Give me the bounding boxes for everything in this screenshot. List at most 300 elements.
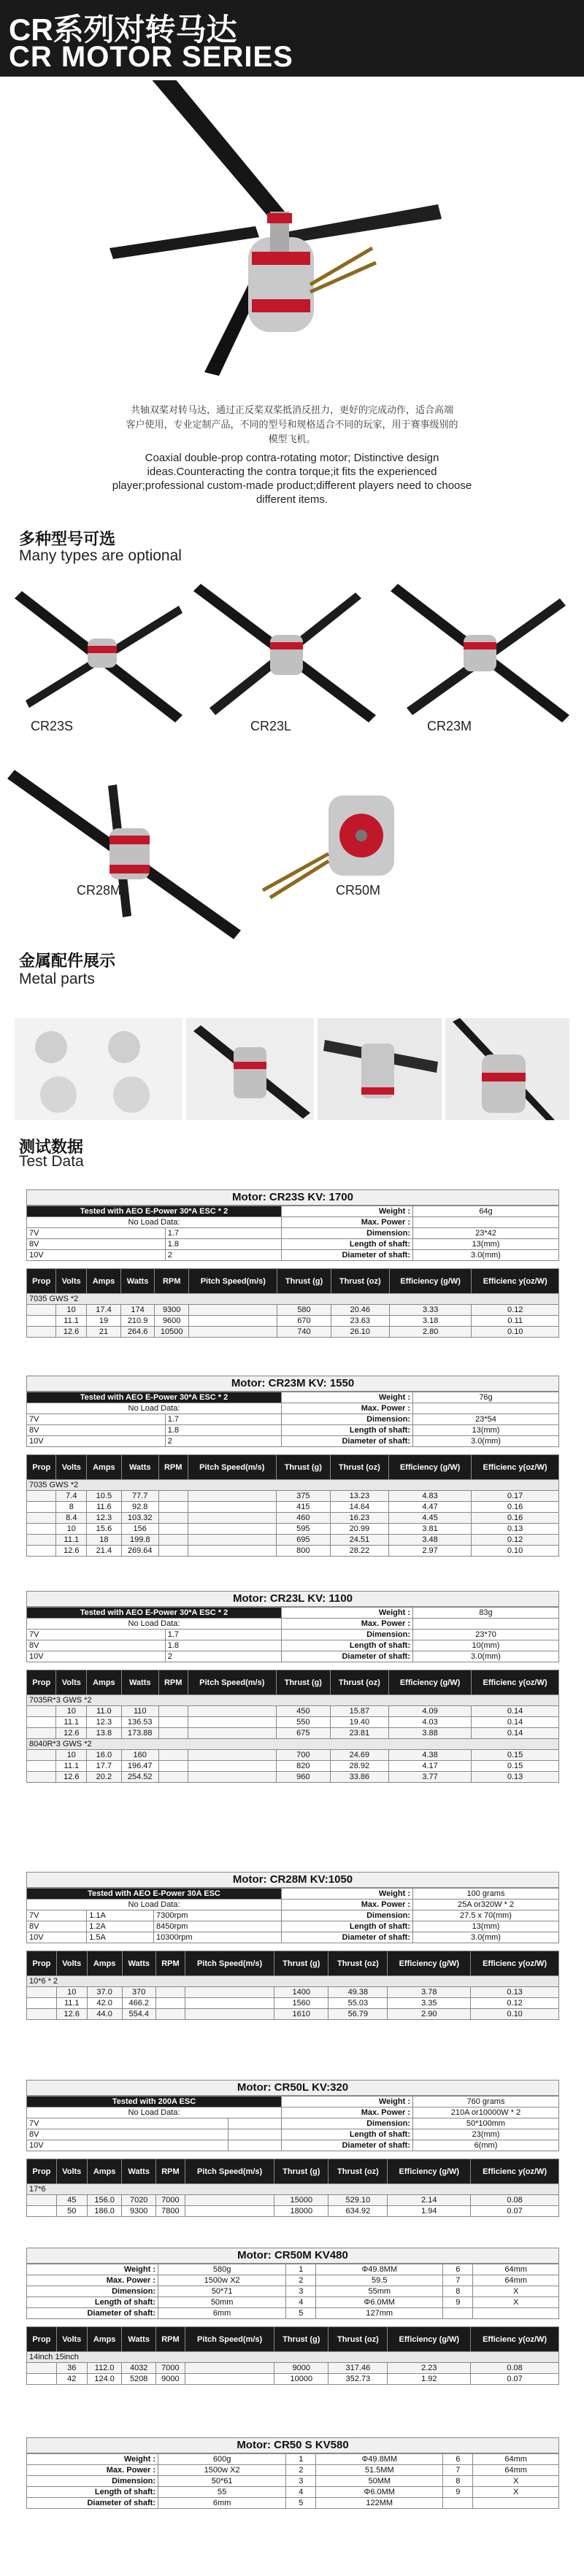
spec-cell: 7 — [443, 2275, 473, 2286]
table-cell — [188, 1750, 276, 1761]
spec-cell: 1 — [286, 2454, 316, 2465]
table-cell: 317.46 — [328, 2363, 388, 2374]
table-cell: 11.0 — [87, 1706, 121, 1717]
table-cell — [188, 1502, 276, 1513]
table-cell: 19 — [86, 1316, 120, 1327]
spec-cell: 1.7 — [165, 1228, 281, 1239]
prop-cell — [27, 2009, 57, 2020]
column-header: Efficiency (g/W) — [388, 2159, 471, 2184]
spec-label: Length of shaft: — [282, 1425, 413, 1436]
table-cell: 16.23 — [330, 1513, 389, 1524]
table-cell: 2.97 — [389, 1546, 472, 1557]
table-cell: 156.0 — [87, 2195, 122, 2206]
spec-cell: 1.8 — [165, 1425, 281, 1436]
table-cell: 28.92 — [330, 1761, 389, 1772]
spec-value: 6(mm) — [413, 2140, 559, 2151]
table-cell — [158, 1706, 188, 1717]
spec-label: Weight : — [282, 1889, 413, 1900]
spec-label: Max. Power : — [282, 1619, 413, 1630]
table-cell: 21.4 — [87, 1546, 121, 1557]
spec-value: 13(mm) — [413, 1239, 559, 1250]
table-cell: 2.90 — [388, 2009, 471, 2020]
column-header: Pitch Speed(m/s) — [189, 1269, 277, 1294]
table-cell: 4.45 — [389, 1513, 472, 1524]
table-cell: 7020 — [122, 2195, 155, 2206]
spec-row — [27, 1239, 559, 1250]
table-cell: 0.10 — [472, 1327, 559, 1338]
table-cell: 3.77 — [389, 1772, 472, 1783]
spec-label: Weight : — [282, 1608, 413, 1619]
spec-row — [27, 1425, 559, 1436]
spec-row — [27, 1640, 559, 1651]
spec-cell: Tested with 200A ESC — [27, 2097, 282, 2108]
prop-cell — [27, 2374, 57, 2385]
motor-block-cr50l — [26, 2080, 559, 2217]
table-cell: 960 — [276, 1772, 330, 1783]
column-header: Prop — [27, 1951, 57, 1976]
table-cell: 8.4 — [56, 1513, 87, 1524]
spec-cell: Dimension: — [27, 2476, 158, 2487]
table-cell: 1610 — [274, 2009, 328, 2020]
table-cell: 10 — [56, 1524, 87, 1535]
motor-title: Motor: CR28M KV:1050 — [26, 1872, 559, 1888]
table-cell: 24.69 — [330, 1750, 389, 1761]
spec-row — [27, 2465, 559, 2476]
table-cell: 12.6 — [56, 1772, 87, 1783]
table-cell: 0.07 — [471, 2374, 559, 2385]
column-header: Efficienc y(oz/W) — [472, 1670, 559, 1695]
label-cr23m: CR23M — [427, 719, 472, 733]
table-cell: 0.17 — [472, 1491, 559, 1502]
cr23l-image — [193, 569, 383, 730]
table-cell — [155, 2009, 185, 2020]
table-cell — [188, 1491, 276, 1502]
table-cell: 352.73 — [328, 2374, 388, 2385]
table-row — [27, 2363, 559, 2374]
table-cell — [189, 1327, 277, 1338]
column-header: Efficienc y(oz/W) — [471, 2159, 559, 2184]
table-cell: 55.03 — [328, 1998, 388, 2009]
table-row — [27, 1728, 559, 1739]
performance-table — [26, 2326, 559, 2385]
table-row — [27, 1513, 559, 1524]
table-cell: 9000 — [155, 2374, 185, 2385]
column-header: Thrust (g) — [274, 2327, 328, 2352]
table-cell: 0.12 — [472, 1535, 559, 1546]
table-cell: 0.13 — [471, 1987, 559, 1998]
table-cell: 26.10 — [331, 1327, 389, 1338]
spec-cell: Weight : — [27, 2454, 158, 2465]
column-header: Prop — [27, 1455, 56, 1480]
column-header: Efficienc y(oz/W) — [471, 2327, 559, 2352]
table-cell: 4.83 — [389, 1491, 472, 1502]
spec-cell: Φ49.8MM — [316, 2264, 443, 2275]
table-cell: 450 — [276, 1706, 330, 1717]
table-cell: 18000 — [274, 2206, 328, 2217]
spec-value: 100 grams — [413, 1889, 559, 1900]
table-cell: 580 — [277, 1305, 331, 1316]
spec-cell: 10300rpm — [153, 1932, 281, 1943]
spec-cell: 64mm — [473, 2454, 559, 2465]
column-header: Thrust (oz) — [328, 2159, 388, 2184]
prop-cell — [27, 1327, 56, 1338]
spec-label: Weight : — [282, 1206, 413, 1217]
table-cell — [188, 1728, 276, 1739]
metal-parts-photo-4 — [445, 1018, 569, 1120]
hero-motor-image — [95, 80, 445, 387]
table-cell: 42 — [56, 2374, 87, 2385]
spec-value: 23*70 — [413, 1630, 559, 1640]
table-cell — [158, 1717, 188, 1728]
spec-cell: 8V — [27, 1640, 166, 1651]
types-title-en: Many types are optional — [19, 547, 182, 564]
spec-value: 25A or320W * 2 — [413, 1900, 559, 1910]
spec-cell — [443, 2308, 473, 2319]
table-cell: 7000 — [155, 2363, 185, 2374]
spec-row — [27, 1228, 559, 1239]
spec-row — [27, 1250, 559, 1261]
column-header: Prop — [27, 1670, 56, 1695]
table-cell — [158, 1535, 188, 1546]
table-cell: 23.81 — [330, 1728, 389, 1739]
table-cell: 136.53 — [121, 1717, 158, 1728]
column-header: RPM — [158, 1670, 188, 1695]
column-header: Prop — [27, 1269, 56, 1294]
spec-cell: 1.2A — [87, 1921, 154, 1932]
table-cell: 375 — [276, 1491, 330, 1502]
spec-cell: Diameter of shaft: — [27, 2308, 158, 2319]
prop-cell — [27, 1987, 57, 1998]
spec-value: 64g — [413, 1206, 559, 1217]
table-cell: 3.88 — [389, 1728, 472, 1739]
table-cell: 529.10 — [328, 2195, 388, 2206]
spec-label: Max. Power : — [282, 2108, 413, 2118]
table-cell: 13.8 — [87, 1728, 121, 1739]
table-cell: 21 — [86, 1327, 120, 1338]
spec-row — [27, 1921, 559, 1932]
spec-cell: 4 — [286, 2487, 316, 2498]
spec-label: Diameter of shaft: — [282, 1932, 413, 1943]
table-cell: 0.16 — [472, 1513, 559, 1524]
table-cell: 23.63 — [331, 1316, 389, 1327]
table-cell — [158, 1728, 188, 1739]
column-header: Efficiency (g/W) — [389, 1269, 472, 1294]
spec-cell: Diameter of shaft: — [27, 2498, 158, 2509]
motor-title: Motor: CR23L KV: 1100 — [26, 1591, 559, 1607]
column-header: Amps — [87, 1951, 122, 1976]
table-cell: 370 — [122, 1987, 155, 1998]
spec-value: 23(mm) — [413, 2129, 559, 2140]
spec-row — [27, 1900, 559, 1910]
prop-group-label: 17*6 — [27, 2184, 559, 2195]
table-cell: 199.8 — [121, 1535, 158, 1546]
spec-cell: Dimension: — [27, 2286, 158, 2297]
column-header: RPM — [155, 1951, 185, 1976]
motor-block-cr23l — [26, 1591, 559, 1783]
prop-cell — [27, 2195, 57, 2206]
performance-table — [26, 1670, 559, 1783]
table-cell: 160 — [121, 1750, 158, 1761]
spec-table — [26, 1607, 559, 1662]
table-cell: 0.11 — [472, 1316, 559, 1327]
spec-cell: 55 — [158, 2487, 286, 2498]
spec-value: 3.0(mm) — [413, 1651, 559, 1662]
spec-table — [26, 1392, 559, 1447]
spec-label: Diameter of shaft: — [282, 2140, 413, 2151]
spec-value — [413, 1217, 559, 1228]
table-row — [27, 1327, 559, 1338]
spec-cell: 8450rpm — [153, 1921, 281, 1932]
label-cr23l: CR23L — [250, 719, 292, 733]
spec-cell: 50mm — [158, 2297, 286, 2308]
column-header: Amps — [87, 2327, 122, 2352]
prop-cell — [27, 1305, 56, 1316]
prop-cell — [27, 1316, 56, 1327]
table-cell: 820 — [276, 1761, 330, 1772]
prop-group-label: 7035 GWS *2 — [27, 1480, 559, 1491]
spec-row — [27, 1403, 559, 1414]
motor-block-cr50m — [26, 2248, 559, 2385]
table-cell: 17.4 — [86, 1305, 120, 1316]
table-cell — [158, 1761, 188, 1772]
table-cell: 18 — [87, 1535, 121, 1546]
spec-cell: 6 — [443, 2454, 473, 2465]
column-header: Thrust (oz) — [328, 1951, 388, 1976]
table-cell — [188, 1717, 276, 1728]
spec-row — [27, 1608, 559, 1619]
spec-row — [27, 1414, 559, 1425]
spec-value: 50*100mm — [413, 2118, 559, 2129]
spec-row — [27, 2297, 559, 2308]
table-row — [27, 2195, 559, 2206]
spec-row — [27, 2498, 559, 2509]
spec-cell — [228, 2140, 282, 2151]
spec-cell: 1 — [286, 2264, 316, 2275]
column-header: Amps — [87, 1670, 121, 1695]
table-cell: 11.1 — [56, 1761, 87, 1772]
table-cell: 28.22 — [330, 1546, 389, 1557]
table-cell: 14.64 — [330, 1502, 389, 1513]
table-row — [27, 1761, 559, 1772]
table-cell — [158, 1513, 188, 1524]
spec-value: 27.5 x 70(mm) — [413, 1910, 559, 1921]
table-cell — [188, 1546, 276, 1557]
spec-cell: 59.5 — [316, 2275, 443, 2286]
table-cell: 0.08 — [471, 2363, 559, 2374]
spec-cell: 1.7 — [165, 1630, 281, 1640]
column-header: Amps — [87, 2159, 122, 2184]
spec-cell: 2 — [286, 2275, 316, 2286]
table-cell: 12.3 — [87, 1513, 121, 1524]
table-cell: 254.52 — [121, 1772, 158, 1783]
spec-cell: 7300rpm — [153, 1910, 281, 1921]
page-header — [0, 0, 584, 77]
table-cell: 124.0 — [87, 2374, 122, 2385]
metal-title-en: Metal parts — [19, 971, 95, 987]
cr23m-image — [383, 569, 577, 730]
spec-cell: 50*61 — [158, 2476, 286, 2487]
column-header: RPM — [155, 1269, 189, 1294]
table-cell: 7800 — [155, 2206, 185, 2217]
table-cell — [188, 1706, 276, 1717]
prop-cell — [27, 1502, 56, 1513]
table-row — [27, 1750, 559, 1761]
column-header: Pitch Speed(m/s) — [185, 1951, 274, 1976]
table-cell — [189, 1305, 277, 1316]
table-cell: 10 — [56, 1305, 87, 1316]
spec-cell: 8V — [27, 1425, 166, 1436]
column-header: Pitch Speed(m/s) — [185, 2327, 274, 2352]
spec-row — [27, 1630, 559, 1640]
spec-cell: 1.5A — [87, 1932, 154, 1943]
spec-label: Diameter of shaft: — [282, 1436, 413, 1447]
table-cell: 156 — [121, 1524, 158, 1535]
spec-table — [26, 2264, 559, 2319]
spec-cell: Length of shaft: — [27, 2297, 158, 2308]
spec-cell: Max. Power : — [27, 2275, 158, 2286]
spec-cell: No Load Data: — [27, 2108, 282, 2118]
motor-block-cr28m — [26, 1872, 559, 2020]
table-cell — [185, 2206, 274, 2217]
spec-cell: 8 — [443, 2476, 473, 2487]
table-cell: 50 — [56, 2206, 87, 2217]
table-cell: 7000 — [155, 2195, 185, 2206]
table-cell: 2.80 — [389, 1327, 472, 1338]
spec-cell: Max. Power : — [27, 2465, 158, 2476]
table-cell: 15.6 — [87, 1524, 121, 1535]
table-cell: 56.79 — [328, 2009, 388, 2020]
spec-cell: 7V — [27, 1910, 87, 1921]
table-cell: 269.64 — [121, 1546, 158, 1557]
spec-table — [26, 1888, 559, 1943]
table-cell: 460 — [276, 1513, 330, 1524]
spec-cell: 4 — [286, 2297, 316, 2308]
spec-row — [27, 2264, 559, 2275]
spec-cell: 1.8 — [165, 1239, 281, 1250]
motor-block-cr23s — [26, 1189, 559, 1338]
table-cell: 4.09 — [389, 1706, 472, 1717]
spec-cell: 122MM — [316, 2498, 443, 2509]
spec-cell: 6mm — [158, 2498, 286, 2509]
table-cell: 550 — [276, 1717, 330, 1728]
table-cell: 3.48 — [389, 1535, 472, 1546]
cr23s-image — [7, 569, 197, 730]
table-cell: 1.92 — [388, 2374, 471, 2385]
table-cell: 740 — [277, 1327, 331, 1338]
performance-table — [26, 1268, 559, 1338]
prop-cell — [27, 1998, 57, 2009]
spec-label: Max. Power : — [282, 1403, 413, 1414]
prop-cell — [27, 1513, 56, 1524]
spec-cell: Tested with AEO E-Power 30*A ESC * 2 — [27, 1206, 282, 1217]
column-header: Amps — [87, 1455, 121, 1480]
spec-cell: 6 — [443, 2264, 473, 2275]
table-cell — [188, 1772, 276, 1783]
spec-row — [27, 1392, 559, 1403]
table-cell: 19.40 — [330, 1717, 389, 1728]
spec-cell: 2 — [165, 1250, 281, 1261]
table-cell: 0.12 — [472, 1305, 559, 1316]
spec-value: 13(mm) — [413, 1425, 559, 1436]
prop-cell — [27, 1535, 56, 1546]
spec-cell: 7V — [27, 1228, 166, 1239]
prop-group-label: 14inch 15inch — [27, 2352, 559, 2363]
spec-cell: X — [473, 2297, 559, 2308]
spec-row — [27, 1206, 559, 1217]
motor-title: Motor: CR23S KV: 1700 — [26, 1189, 559, 1206]
column-header: Pitch Speed(m/s) — [188, 1670, 276, 1695]
column-header: Volts — [56, 1455, 87, 1480]
table-cell: 0.13 — [472, 1524, 559, 1535]
table-cell: 17.7 — [87, 1761, 121, 1772]
table-cell: 112.0 — [87, 2363, 122, 2374]
table-cell: 92.8 — [121, 1502, 158, 1513]
column-header: Thrust (oz) — [328, 2327, 388, 2352]
table-cell: 10500 — [155, 1327, 189, 1338]
spec-cell: 50*71 — [158, 2286, 286, 2297]
spec-table — [26, 2453, 559, 2509]
table-cell: 264.6 — [121, 1327, 155, 1338]
table-row — [27, 1546, 559, 1557]
table-cell: 10.5 — [87, 1491, 121, 1502]
table-cell — [185, 2363, 274, 2374]
spec-cell: 55mm — [316, 2286, 443, 2297]
spec-cell: 1.1A — [87, 1910, 154, 1921]
table-cell: 3.33 — [389, 1305, 472, 1316]
table-cell: 4.38 — [389, 1750, 472, 1761]
table-cell — [155, 1987, 185, 1998]
table-cell: 700 — [276, 1750, 330, 1761]
table-cell — [158, 1491, 188, 1502]
spec-value: 83g — [413, 1608, 559, 1619]
column-header: Efficienc y(oz/W) — [471, 1951, 559, 1976]
spec-value: 23*54 — [413, 1414, 559, 1425]
spec-row — [27, 1889, 559, 1900]
table-cell: 2.23 — [388, 2363, 471, 2374]
spec-cell: 10V — [27, 1651, 166, 1662]
spec-row — [27, 2140, 559, 2151]
table-row — [27, 1772, 559, 1783]
spec-cell: 64mm — [473, 2264, 559, 2275]
spec-row — [27, 2454, 559, 2465]
table-cell: 10 — [56, 1706, 87, 1717]
spec-cell: Φ49.8MM — [316, 2454, 443, 2465]
column-header: Thrust (oz) — [331, 1269, 389, 1294]
metal-title-cn: 金属配件展示 — [19, 952, 116, 970]
spec-cell: 1.7 — [165, 1414, 281, 1425]
table-cell: 4.03 — [389, 1717, 472, 1728]
prop-group-label: 8040R*3 GWS *2 — [27, 1739, 559, 1750]
metal-parts-photo-3 — [318, 1018, 442, 1120]
table-cell: 13.23 — [330, 1491, 389, 1502]
table-cell: 695 — [276, 1535, 330, 1546]
spec-value — [413, 1619, 559, 1630]
table-cell: 3.81 — [389, 1524, 472, 1535]
column-header: Efficienc y(oz/W) — [472, 1269, 559, 1294]
spec-cell: X — [473, 2487, 559, 2498]
column-header: Thrust (g) — [274, 2159, 328, 2184]
column-header: Volts — [56, 1269, 87, 1294]
spec-cell: 7V — [27, 2118, 228, 2129]
spec-cell: 8V — [27, 2129, 228, 2140]
spec-row — [27, 2286, 559, 2297]
spec-cell: 10V — [27, 1436, 166, 1447]
spec-label: Diameter of shaft: — [282, 1250, 413, 1261]
table-cell: 173.88 — [121, 1728, 158, 1739]
table-cell: 1.94 — [388, 2206, 471, 2217]
table-cell: 675 — [276, 1728, 330, 1739]
column-header: Efficiency (g/W) — [389, 1670, 472, 1695]
